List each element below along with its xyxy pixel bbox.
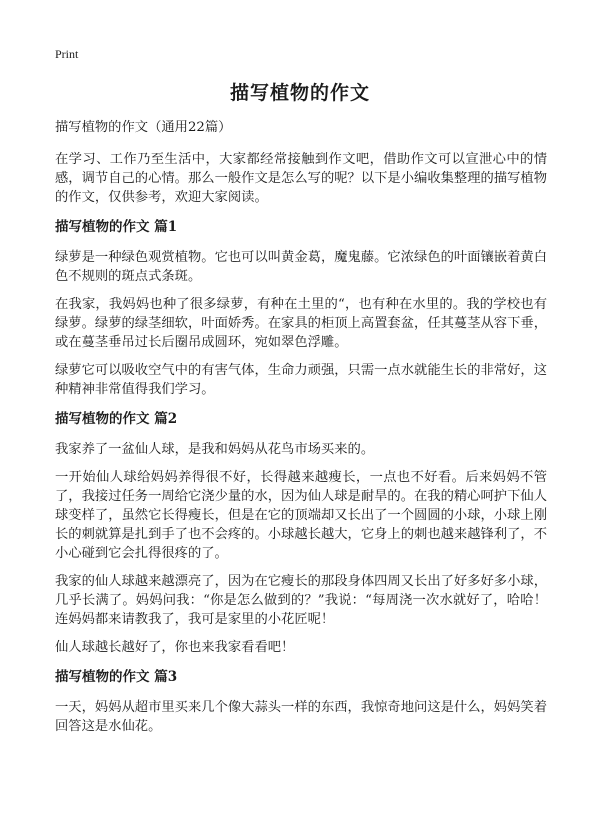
- paragraph: 仙人球越长越好了，你也来我家看看吧！: [55, 640, 295, 655]
- paragraph: 绿萝是一种绿色观赏植物。它也可以叫黄金葛，魔鬼藤。它浓绿色的叶面镶嵌着黄白色不规则的斑点式条斑。: [55, 250, 547, 284]
- intro-paragraph: 在学习、工作乃至生活中，大家都经常接触到作文吧，借助作文可以宣泄心中的情感，调节自己的心情。那么一般作文是怎么写的呢？以下是小编收集整理的描写植物的作文，仅供参考，欢迎大家阅读。: [55, 152, 547, 205]
- section-2: [55, 408, 547, 657]
- paragraph: 一天，妈妈从超市里买来几个像大蒜头一样的东西，我惊奇地问这是什么，妈妈笑着回答这是水仙花。: [55, 700, 547, 734]
- page-title: 描写植物的作文: [229, 82, 370, 104]
- article-subtitle: 描写植物的作文（通用22篇）: [55, 120, 232, 135]
- print-link[interactable]: Print: [55, 47, 79, 61]
- paragraph: 绿萝它可以吸收空气中的有害气体，生命力顽强，只需一点水就能生长的非常好，这种精神非常值得我们学习。: [55, 363, 547, 397]
- paragraph: 我家养了一盆仙人球，是我和妈妈从花鸟市场买来的。: [55, 442, 375, 457]
- section-heading: 描写植物的作文 篇2: [55, 411, 178, 427]
- article-body: [55, 118, 547, 745]
- section-heading: 描写植物的作文 篇1: [55, 219, 178, 235]
- paragraph: 一开始仙人球给妈妈养得很不好，长得越来越瘦长，一点也不好看。后来妈妈不管了，我接过任务一周给它浇少量的水，因为仙人球是耐旱的。在我的精心呵护下仙人球变样了，虽然它长得瘦长，但是在它的顶端却又长出了一个圆圆的小球，小球上刚长的刺就算是扎到手了也不会疼的。小球越长越大，它身上的刺也越来越锋利了，不小心碰到它会扎得很疼的了。: [55, 470, 547, 561]
- paragraph: 我家的仙人球越来越漂亮了，因为在它瘦长的那段身体四周又长出了好多好多小球，几乎长满了。妈妈问我：“你是怎么做到的？”我说：“每周浇一次水就好了，哈哈！连妈妈都来请教我了，我可是家里的小花匠呢！: [55, 574, 547, 627]
- section-3: [55, 666, 547, 736]
- section-heading: 描写植物的作文 篇3: [55, 669, 178, 685]
- paragraph: 在我家，我妈妈也种了很多绿萝，有种在土里的“，也有种在水里的。我的学校也有绿萝。绿萝的绿茎细软，叶面娇秀。在家具的柜顶上高置套盆，任其蔓茎从容下垂，或在蔓茎垂吊过长后圈吊成圆环，宛如翠色浮雕。: [55, 297, 547, 350]
- section-1: [55, 216, 547, 399]
